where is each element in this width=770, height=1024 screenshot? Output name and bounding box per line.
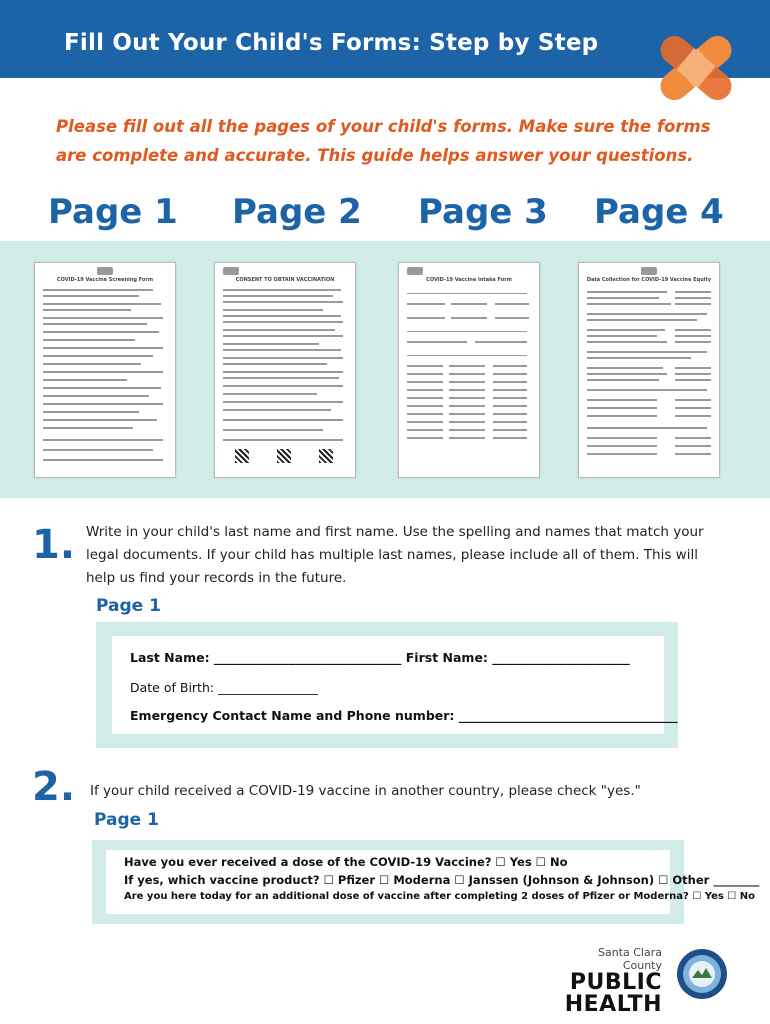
qr-code-icon [235,449,249,463]
page-title: Fill Out Your Child's Forms: Step by Step [64,30,599,56]
thumbnail-title: COVID-19 Vaccine Screening Form [56,277,154,283]
step-2-page-label: Page 1 [94,810,159,830]
bandage-icon [648,20,744,116]
step-1-page-label: Page 1 [96,596,161,616]
vaccine-product-question: If yes, which vaccine product? ☐ Pfizer ☐ Moderna ☐ Janssen (Johnson & Johnson) ☐ Other ________ [124,873,760,887]
county-seal-icon [676,948,728,1000]
received-vaccine-question: Have you ever received a dose of the COVID-19 Vaccine? ☐ Yes ☐ No [124,855,568,869]
page-3-thumbnail[interactable] [398,262,540,478]
intro-text: Please fill out all the pages of your child's forms. Make sure the forms are complete and accurate. This guide helps answer your questions. [56,117,711,165]
qr-code-icon [319,449,333,463]
page-4-thumbnail[interactable] [578,262,720,478]
step-1-number: 1. [32,522,76,568]
page-2-thumbnail[interactable] [214,262,356,478]
logo-public: PUBLIC [569,970,662,995]
emergency-contact-field: Emergency Contact Name and Phone number: ___________________________________ [130,708,678,723]
logo-icon [223,267,239,275]
step-2-number: 2. [32,764,76,810]
thumbnail-title: COVID-19 Vaccine Intake Form [426,277,512,283]
page-label-3: Page 3 [418,192,548,232]
step-1-text: Write in your child's last name and first name. Use the spelling and names that match your legal documents. If your child has multiple last names, please include all of them. This will help us find your records in the future. [86,524,704,586]
qr-code-icon [277,449,291,463]
page-1-thumbnail[interactable] [34,262,176,478]
logo-health: HEALTH [564,992,662,1017]
logo-icon [97,267,113,275]
thumbnail-title: CONSENT TO OBTAIN VACCINATION [235,277,335,283]
last-name-field: Last Name: ______________________________ First Name: ______________________ [130,650,630,665]
date-of-birth-field: Date of Birth: ________________ [130,680,319,695]
county-name: Santa Clara County [598,946,662,972]
step-1-form-excerpt [96,622,678,748]
page-label-4: Page 4 [594,192,724,232]
step-2-text: If your child received a COVID-19 vaccine in another country, please check "yes." [90,783,641,799]
additional-dose-question: Are you here today for an additional dose of vaccine after completing 2 doses of Pfizer or Moderna? ☐ Yes ☐ No [124,891,755,902]
step-2-form-excerpt [92,840,760,924]
page-label-1: Page 1 [48,192,178,232]
logo-icon [407,267,423,275]
public-health-logo [562,946,662,1017]
page-label-2: Page 2 [232,192,362,232]
thumbnail-title: Data Collection for COVID-19 Vaccine Equity [586,277,712,283]
logo-icon [641,267,657,275]
